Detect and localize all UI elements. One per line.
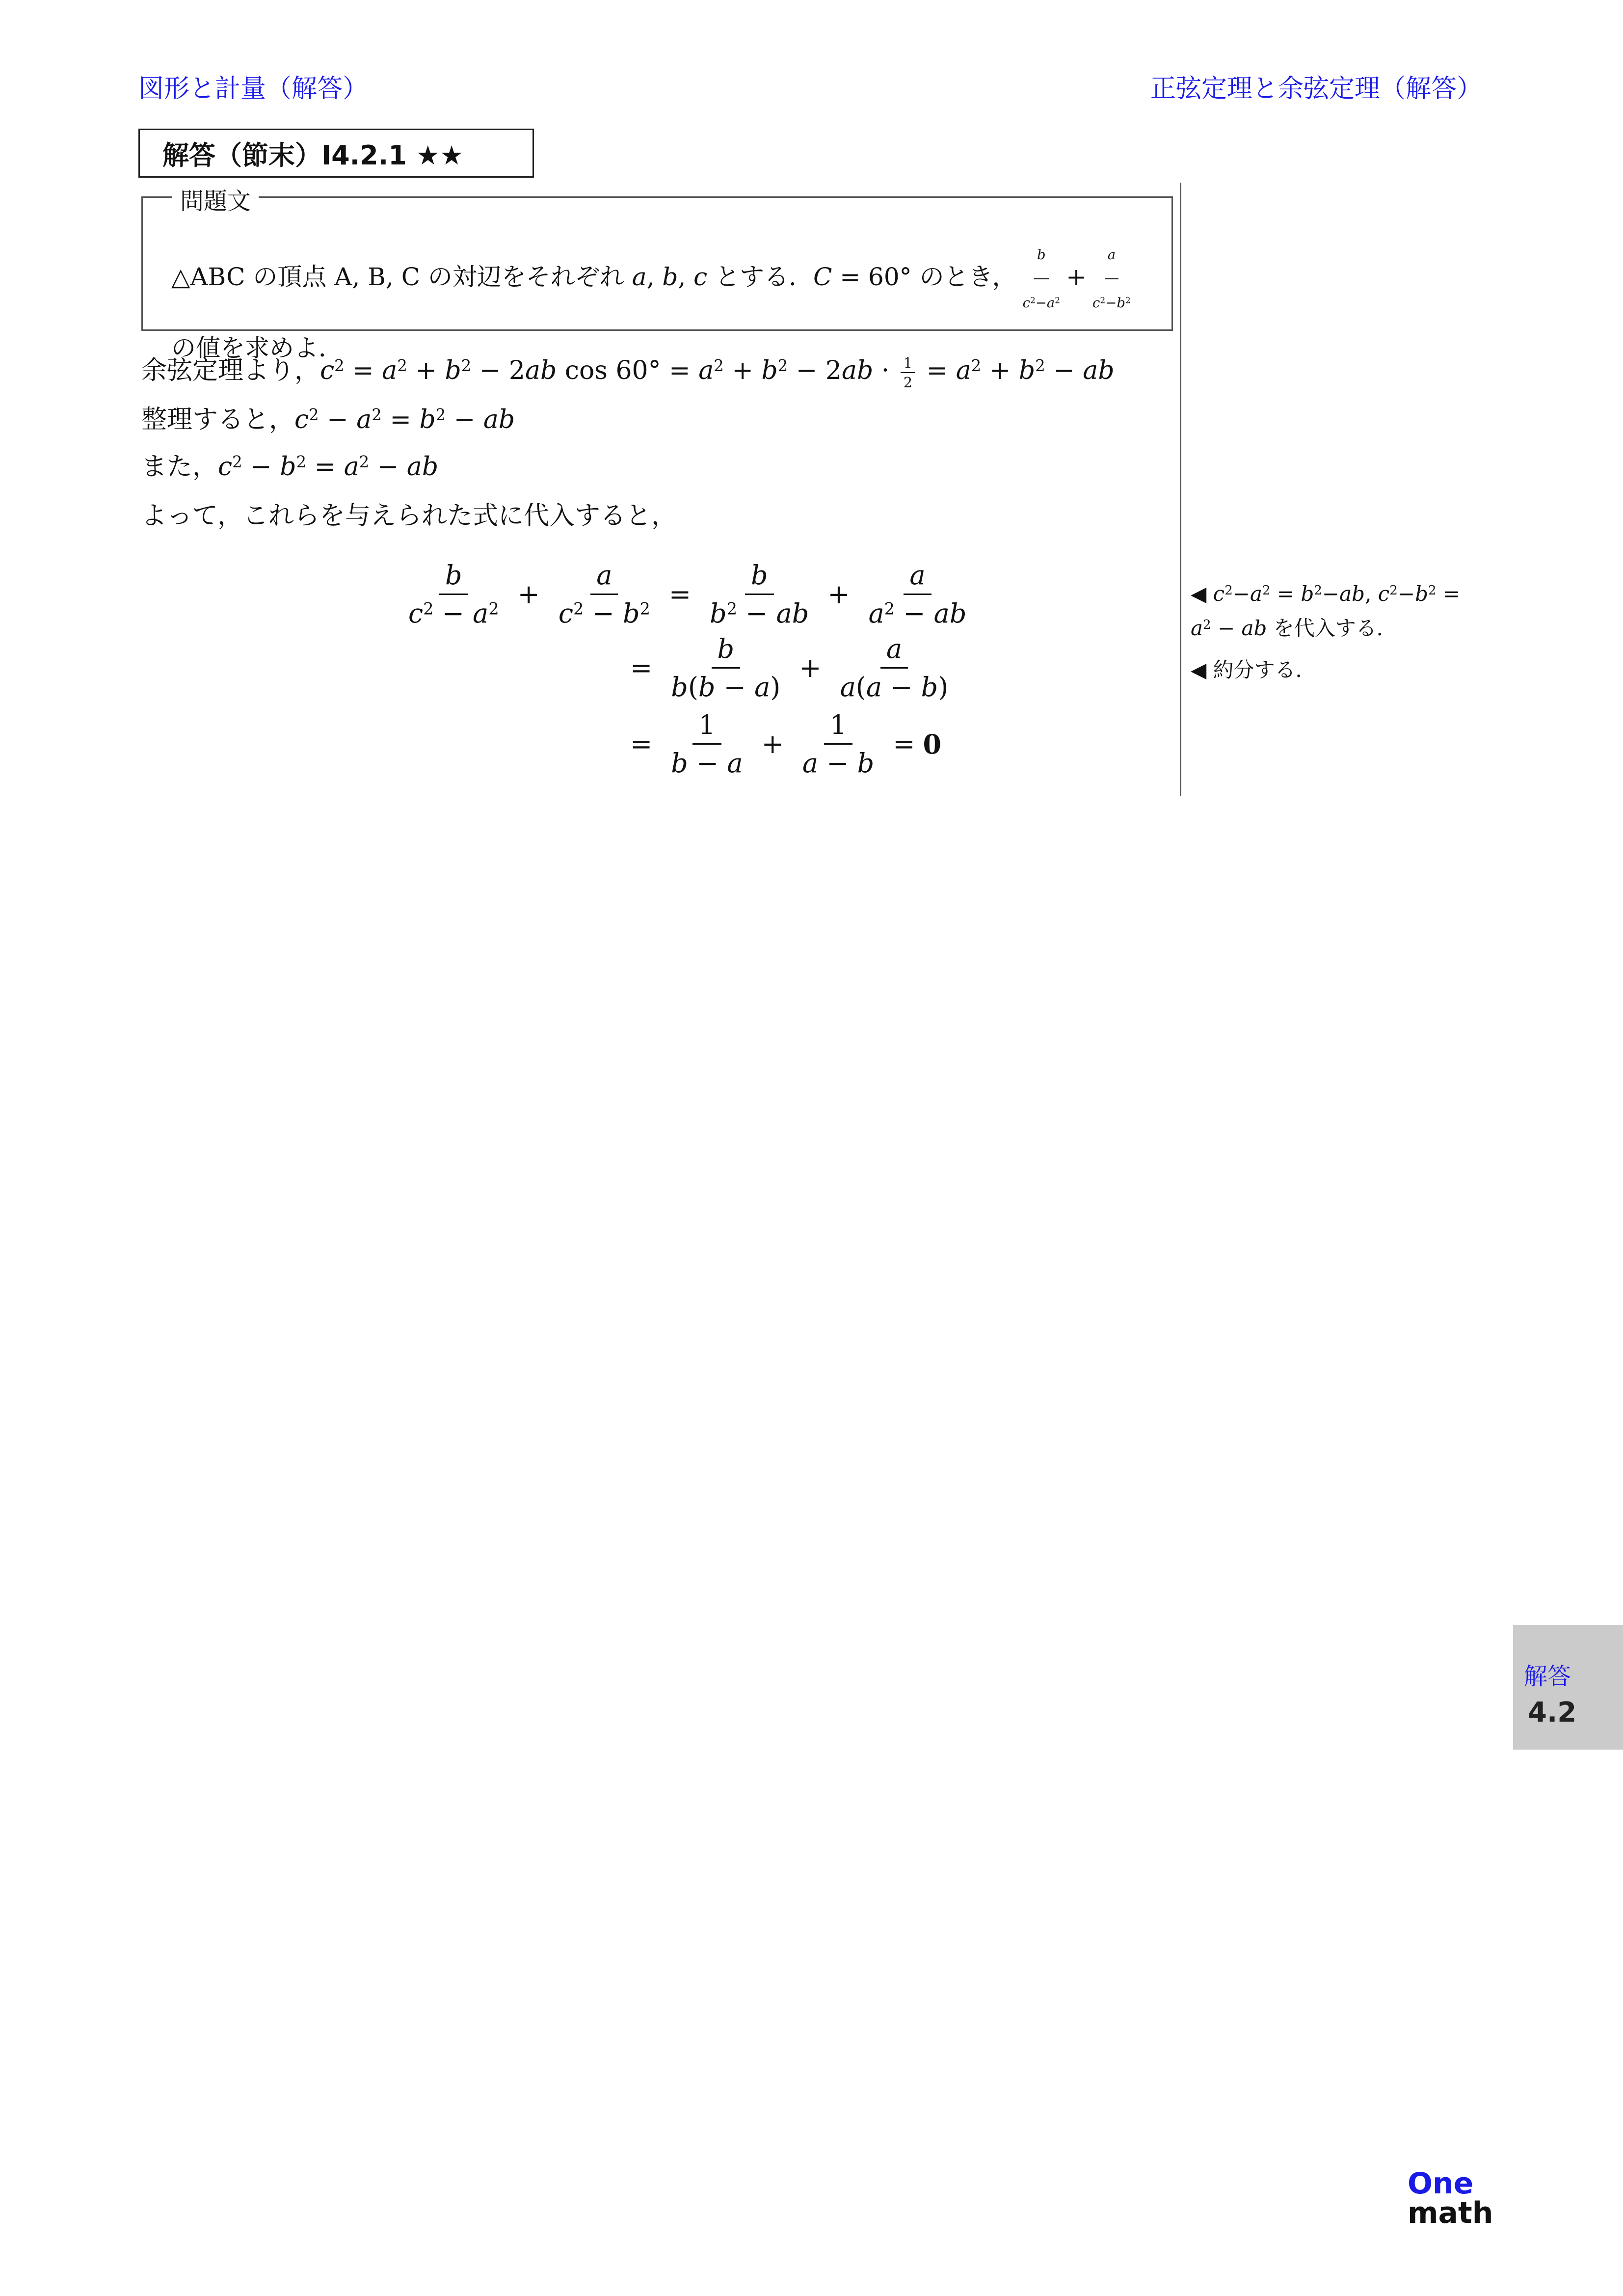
solution-line-cosine-law: 余弦定理より，$c^2 = a^2 + b^2 - 2ab$ $\cos 60^\circ = a^2 + b^2 - 2ab$ · $\frac{1}{2}$ = $a^2 + b^2$ − ab [141,354,1115,391]
side-note-reduce: ◀ 約分する． [1191,658,1316,682]
problem-fraction-2: $\frac{a}{c^2-b^2}$ [1090,232,1134,325]
problem-text-part3: のとき， [919,263,1017,291]
margin-divider [1180,183,1181,796]
exercise-title-box [138,129,534,178]
problem-text-part1: △ABC の頂点 A, B, C の対辺をそれぞれ [171,263,632,291]
problem-fraction-1: $\frac{b}{c^2-a^2}$ [1020,232,1064,325]
solution-line-substitute: よって，これらを与えられた式に代入すると， [141,501,677,531]
problem-text-part4: の値を求めよ． [171,334,343,362]
exercise-title: 解答（節末）I4.2.1 ★★ [162,139,464,171]
problem-legend: 問題文 [172,182,259,216]
problem-text: △ABC の頂点 A, B, C の対辺をそれぞれ a, b, c とする．C = 60° のとき， $\frac{b}{c^2-a^2}$ + $\frac{a}{c^2-b^2}$ の値を求めよ． [171,232,1152,371]
problem-text-part2: とする． [707,263,814,291]
final-answer: 0 [923,728,942,760]
section-tab-label: 解答 [1524,1663,1571,1690]
equation-row-2: = $\frac{b}{b(b - a)}$ + $\frac{a}{a(a - b)}$ [630,633,949,702]
equation-row-1: $\frac{b}{c^2 - a^2}$ + $\frac{a}{c^2 - b^2}$ = $\frac{b}{b^2 - ab}$ + $\frac{a}{a^2 - ab}$ [408,560,967,629]
solution-line-also: また，$c^2 - b^2 = a^2$ − ab [141,452,439,482]
header-section-title: 正弦定理と余弦定理（解答） [1150,74,1482,104]
section-tab-number: 4.2 [1528,1697,1577,1729]
problem-box [141,188,1173,362]
onemath-logo: One math [1408,2166,1493,2230]
section-tab [1513,1625,1623,1750]
side-note-substitute: ◀ $c^2-a^2 = b^2-ab$, $c^2-b^2$ = $a^2$ − ab を代入する． [1191,582,1461,640]
fraction-one-half: $\frac{1}{2}$ [901,354,915,391]
header-chapter-title: 図形と計量（解答） [138,74,369,104]
equation-row-3: = $\frac{1}{b - a}$ + $\frac{1}{a - b}$ = 0 [630,709,942,779]
solution-line-rearranged: 整理すると，$c^2 - a^2 = b^2$ − ab [141,405,515,434]
